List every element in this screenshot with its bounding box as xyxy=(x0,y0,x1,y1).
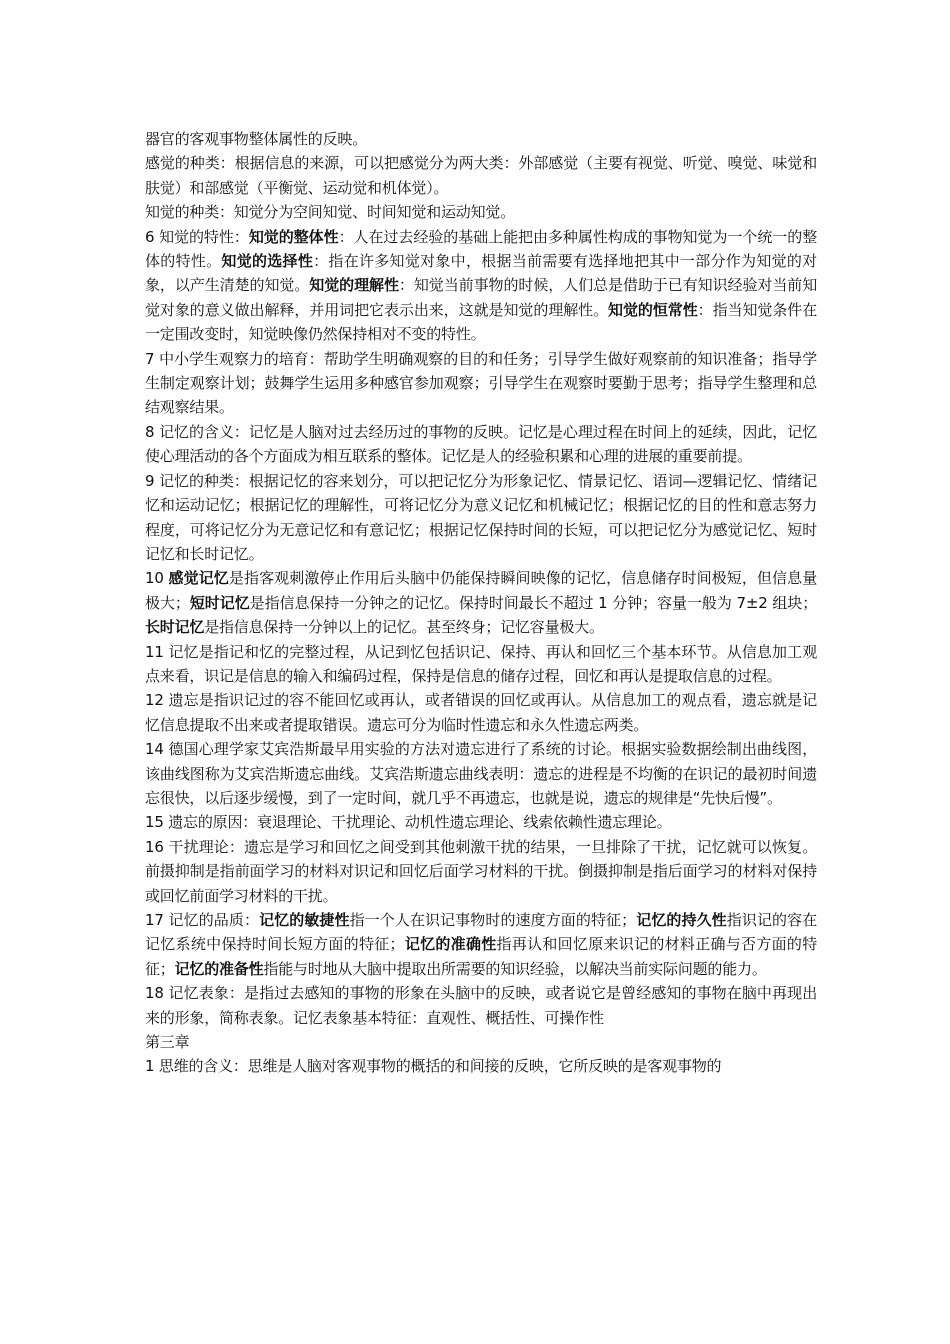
text-run: 6 知觉的特性： xyxy=(145,227,249,246)
text-run: 指再认和回忆原来识记的材料正确与否方面的特征； xyxy=(145,935,817,978)
bold-term: 记忆的敏捷性 xyxy=(259,911,350,929)
text-run: ：知觉当前事物的时候，人们总是借助于已有知识经验对当前知觉对象的意义做出解释，并用词把它表示出来，这就是知觉的理解性。 xyxy=(145,276,817,319)
text-run: 11 记忆是指记和忆的完整过程，从记到忆包括识记、保持、再认和回忆三个基本环节。从信息加工观点来看，识记是信息的输入和编码过程，保持是信息的储存过程，回忆和再认是提取信息的过程。 xyxy=(145,642,817,685)
paragraph xyxy=(145,737,817,810)
text-run: ：人在过去经验的基础上能把由多种属性构成的事物知觉为一个统一的整体的特性。 xyxy=(145,227,817,271)
text-run: 指能与时地从大脑中提取出所需要的知识经验，以解决当前实际问题的能力。 xyxy=(263,959,767,978)
text-run: 感觉的种类：根据信息的来源，可以把感觉分为两大类：外部感觉（主要有视觉、听觉、嗅觉、味觉和肤觉）和部感觉（平衡觉、运动觉和机体觉）。 xyxy=(145,154,817,197)
text-run: 16 干扰理论：遗忘是学习和回忆之间受到其他刺激干扰的结果，一旦排除了干扰，记忆就可以恢复。前摄抑制是指前面学习的材料对识记和回忆后面学习材料的干扰。倒摄抑制是指后面学习的材料对保持或回忆前面学习材料的干扰。 xyxy=(145,837,817,905)
paragraph xyxy=(145,688,817,737)
paragraph xyxy=(145,981,817,1030)
text-run: 指一个人在识记事物时的速度方面的特征； xyxy=(349,911,636,929)
text-run: ：指在许多知觉对象中，根据当前需要有选择地把其中一部分作为知觉的对象，以产生清楚的知觉。 xyxy=(145,252,817,295)
text-run: 第三章 xyxy=(145,1033,190,1052)
paragraph xyxy=(145,127,817,151)
text-run: 18 记忆表象：是指过去感知的事物的形象在头脑中的反映，或者说它是曾经感知的事物在脑中再现出来的形象，简称表象。记忆表象基本特征：直观性、概括性、可操作性 xyxy=(145,984,817,1027)
text-run: 7 中小学生观察力的培育：帮助学生明确观察的目的和任务；引导学生做好观察前的知识准备；指导学生制定观察计划；鼓舞学生运用多种感官参加观察；引导学生在观察时要勤于思考；指导学生整理和总结观察结果。 xyxy=(145,349,817,417)
text-run: 15 遗忘的原因：衰退理论、干扰理论、动机性遗忘理论、线索依赖性遗忘理论。 xyxy=(145,813,672,832)
paragraph xyxy=(145,1030,817,1054)
text-run: 8 记忆的含义：记忆是人脑对过去经历过的事物的反映。记忆是心理过程在时间上的延续，因此，记忆使心理活动的各个方面成为相互联系的整体。记忆是人的经验积累和心理的进展的重要前提。 xyxy=(145,422,817,466)
text-run: ：指当知觉条件在一定围改变时，知觉映像仍然保持相对不变的特性。 xyxy=(145,300,817,344)
paragraph xyxy=(145,566,817,639)
bold-term: 知觉的理解性 xyxy=(309,276,399,295)
text-run: 12 遗忘是指识记过的容不能回忆或再认，或者错误的回忆或再认。从信息加工的观点看，遗忘就是记忆信息提取不出来或者提取错误。遗忘可分为临时性遗忘和永久性遗忘两类。 xyxy=(145,691,817,734)
paragraph xyxy=(145,810,817,834)
text-run: 17 记忆的品质： xyxy=(145,911,260,929)
text-run: 14 德国心理学家艾宾浩斯最早用实验的方法对遗忘进行了系统的讨论。根据实验数据绘制出曲线图，该曲线图称为艾宾浩斯遗忘曲线。艾宾浩斯遗忘曲线表明：遗忘的进程是不均衡的在识记的最初时间遗忘很快，以后逐步缓慢，到了一定时间，就几乎不再遗忘，也就是说，遗忘的规律是“先快后慢”。 xyxy=(145,740,817,807)
bold-term: 记忆的准备性 xyxy=(174,959,264,978)
text-run: 器官的客观事物整体属性的反映。 xyxy=(145,130,368,148)
bold-term: 记忆的持久性 xyxy=(635,911,727,929)
bold-term: 长时记忆 xyxy=(145,618,205,637)
paragraph xyxy=(145,151,817,200)
bold-term: 记忆的准确性 xyxy=(404,935,497,954)
text-run: 10 xyxy=(145,569,169,588)
bold-term: 感觉记忆 xyxy=(168,569,229,588)
paragraph xyxy=(145,347,817,420)
paragraph xyxy=(145,1054,817,1078)
bold-term: 知觉的恒常性 xyxy=(608,300,698,319)
paragraph xyxy=(145,640,817,689)
bold-term: 知觉的整体性 xyxy=(248,227,339,246)
text-run: 是指客观刺激停止作用后头脑中仍能保持瞬间映像的记忆，信息储存时间极短，但信息量极大； xyxy=(145,569,817,612)
bold-term: 短时记忆 xyxy=(189,593,250,612)
text-run: 指识记的容在记忆系统中保持时间长短方面的特征； xyxy=(145,911,817,954)
text-run: 是指信息保持一分钟之的记忆。保持时间最长不超过 1 分钟；容量一般为 7±2 组块； xyxy=(249,593,818,612)
text-run: 是指信息保持一分钟以上的记忆。甚至终身；记忆容量极大。 xyxy=(204,618,604,637)
document-body xyxy=(145,127,817,1079)
paragraph xyxy=(145,908,817,981)
paragraph xyxy=(145,225,817,347)
paragraph xyxy=(145,469,817,567)
paragraph xyxy=(145,200,817,224)
text-run: 知觉的种类：知觉分为空间知觉、时间知觉和运动知觉。 xyxy=(145,203,516,222)
text-run: 1 思维的含义：思维是人脑对客观事物的概括的和间接的反映，它所反映的是客观事物的 xyxy=(145,1057,722,1076)
text-run: 9 记忆的种类：根据记忆的容来划分，可以把记忆分为形象记忆、情景记忆、语词—逻辑记忆、情绪记忆和运动记忆；根据记忆的理解性，可将记忆分为意义记忆和机械记忆；根据记忆的目的性和意志努力程度，可将记忆分为无意记忆和有意记忆；根据记忆保持时间的长短，可以把记忆分为感觉记忆、短时记忆和长时记忆。 xyxy=(145,471,817,563)
bold-term: 知觉的选择性 xyxy=(221,252,314,271)
paragraph xyxy=(145,420,817,469)
paragraph xyxy=(145,835,817,908)
